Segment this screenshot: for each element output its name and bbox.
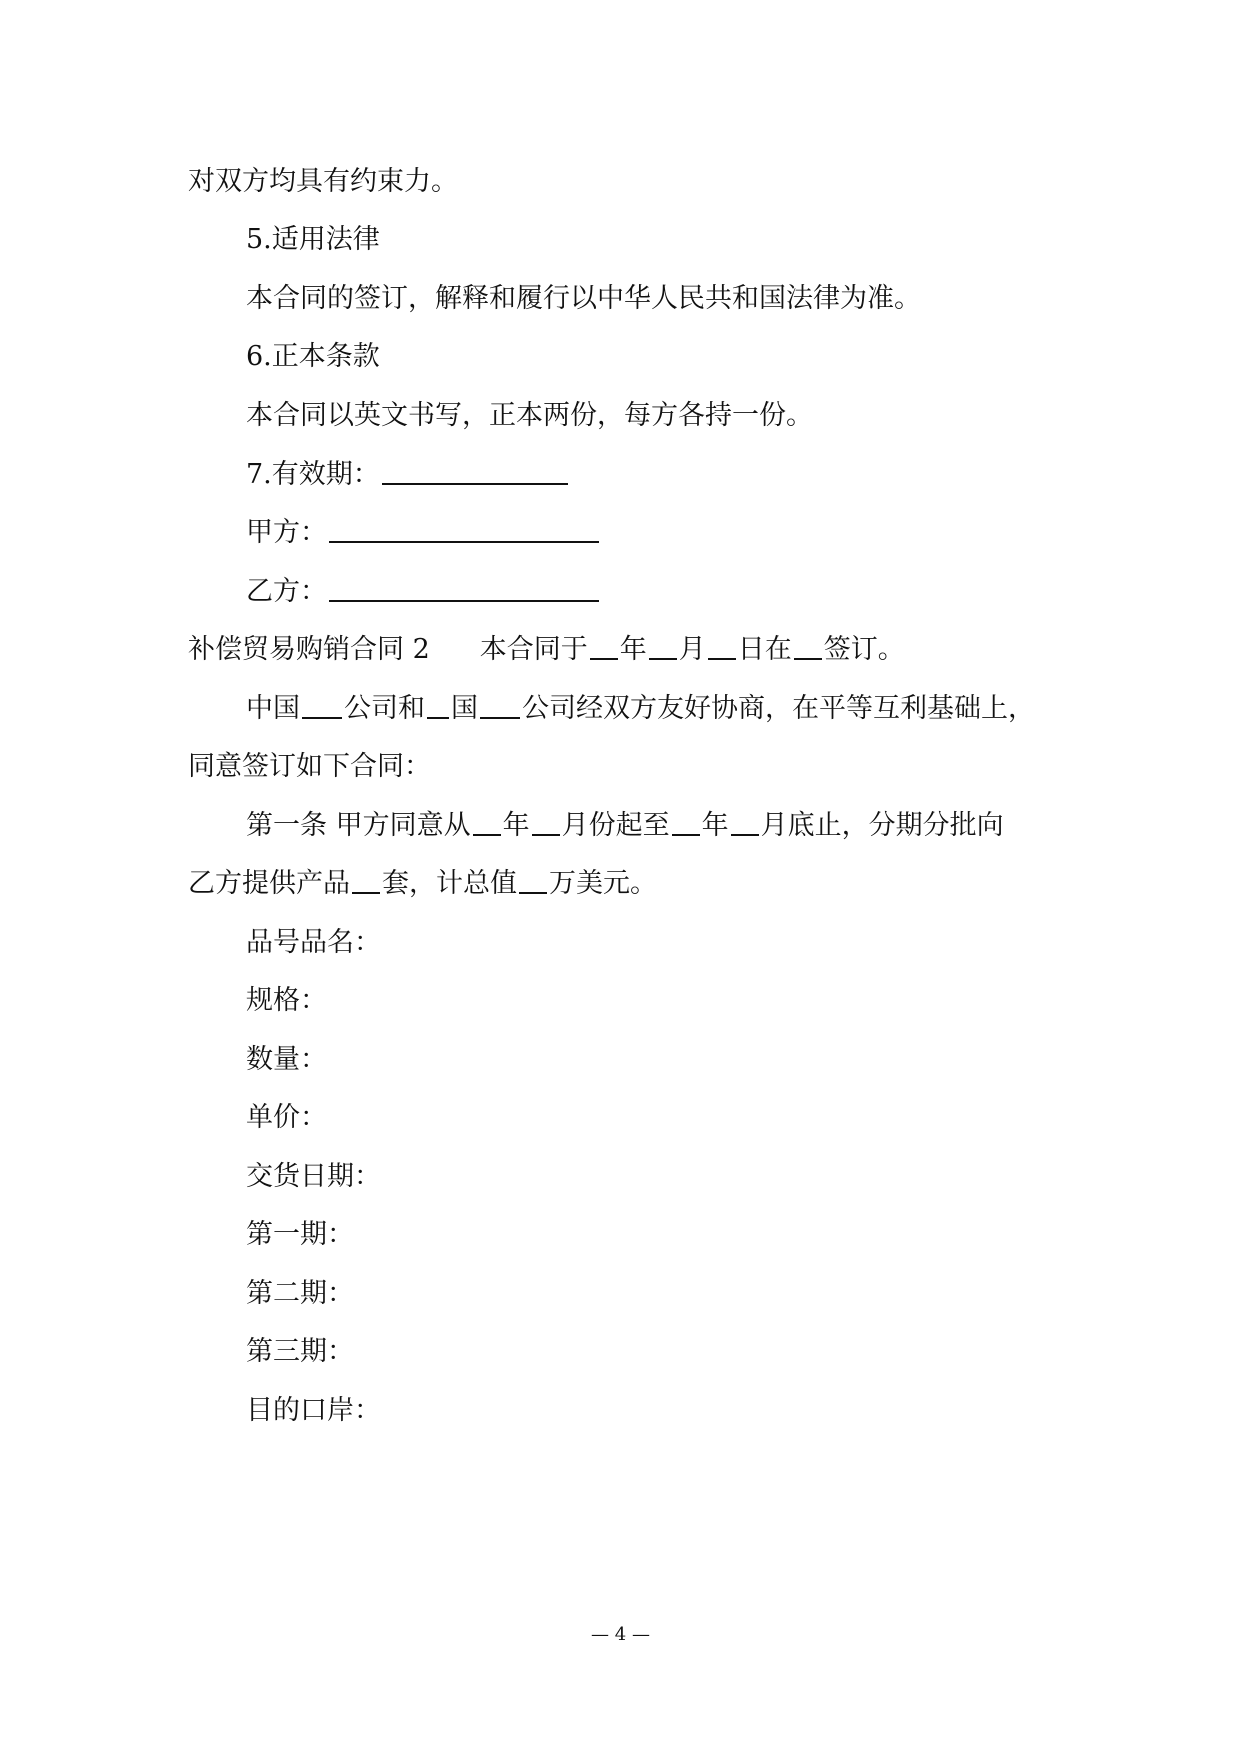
parties-line-2: 同意签订如下合同： — [188, 751, 431, 782]
intro-text-1: 本合同于 — [479, 634, 588, 665]
article1-text-4: 年 — [701, 810, 729, 841]
intro-month-blank[interactable] — [649, 632, 677, 660]
party-a-label: 甲方： — [246, 517, 327, 548]
party-b-line — [246, 572, 601, 612]
field-specification: 规格： — [246, 985, 327, 1016]
validity-blank[interactable] — [382, 457, 568, 485]
sets-blank[interactable] — [352, 866, 380, 894]
article1-text-1: 第一条 甲方同意从 — [246, 810, 471, 841]
continuation-text: 对双方均具有约束力。 — [188, 166, 458, 197]
intro-text-2: 年 — [619, 634, 647, 665]
field-phase-1: 第一期： — [246, 1219, 354, 1250]
validity-line — [246, 455, 570, 495]
intro-year-blank[interactable] — [590, 632, 618, 660]
field-destination-port: 目的口岸： — [246, 1395, 381, 1426]
article1-text-5: 月底止，分期分批向 — [760, 810, 1004, 841]
field-phase-2: 第二期： — [246, 1278, 354, 1309]
article1-text-2: 年 — [502, 810, 530, 841]
party-b-blank[interactable] — [329, 574, 599, 602]
intro-text-3: 月 — [678, 634, 706, 665]
total-value-blank[interactable] — [519, 866, 547, 894]
parties-line — [246, 689, 1035, 729]
article1-text-7: 套，计总值 — [382, 868, 517, 899]
clause5-text: 本合同的签订，解释和履行以中华人民共和国法律为准。 — [246, 283, 921, 314]
start-month-blank[interactable] — [532, 808, 560, 836]
country-blank[interactable] — [427, 691, 449, 719]
article1-text-8: 万美元。 — [549, 868, 657, 899]
field-unit-price: 单价： — [246, 1102, 327, 1133]
intro-text-5: 签订。 — [823, 634, 905, 665]
party-b-label: 乙方： — [246, 576, 327, 607]
validity-label: 7.有效期： — [246, 459, 380, 490]
party-a-blank[interactable] — [329, 515, 599, 543]
end-month-blank[interactable] — [731, 808, 759, 836]
parties-text-2: 公司和 — [344, 693, 425, 724]
contract2-title-line — [188, 630, 905, 670]
parties-text-4: 公司经双方友好协商，在平等互利基础上， — [522, 693, 1035, 724]
china-company-blank[interactable] — [302, 691, 342, 719]
party-a-line — [246, 513, 601, 553]
page-number: — 4 — — [591, 1624, 650, 1645]
intro-place-blank[interactable] — [794, 632, 822, 660]
article1-line-2 — [188, 864, 657, 904]
article1-line-1 — [246, 806, 1004, 846]
end-year-blank[interactable] — [672, 808, 700, 836]
parties-text-3: 国 — [451, 693, 478, 724]
field-quantity: 数量： — [246, 1044, 327, 1075]
field-product-name: 品号品名： — [246, 927, 381, 958]
field-phase-3: 第三期： — [246, 1336, 354, 1367]
clause6-text: 本合同以英文书写，正本两份，每方各持一份。 — [246, 400, 813, 431]
clause6-heading: 6.正本条款 — [246, 341, 380, 372]
intro-day-blank[interactable] — [708, 632, 736, 660]
article1-text-3: 月份起至 — [561, 810, 670, 841]
contract2-title: 补偿贸易购销合同 2 — [188, 634, 430, 665]
clause5-heading: 5.适用法律 — [246, 224, 380, 255]
foreign-company-blank[interactable] — [480, 691, 520, 719]
intro-text-4: 日在 — [737, 634, 792, 665]
parties-text-1: 中国 — [246, 693, 300, 724]
field-delivery-date: 交货日期： — [246, 1161, 381, 1192]
start-year-blank[interactable] — [473, 808, 501, 836]
article1-text-6: 乙方提供产品 — [188, 868, 350, 899]
